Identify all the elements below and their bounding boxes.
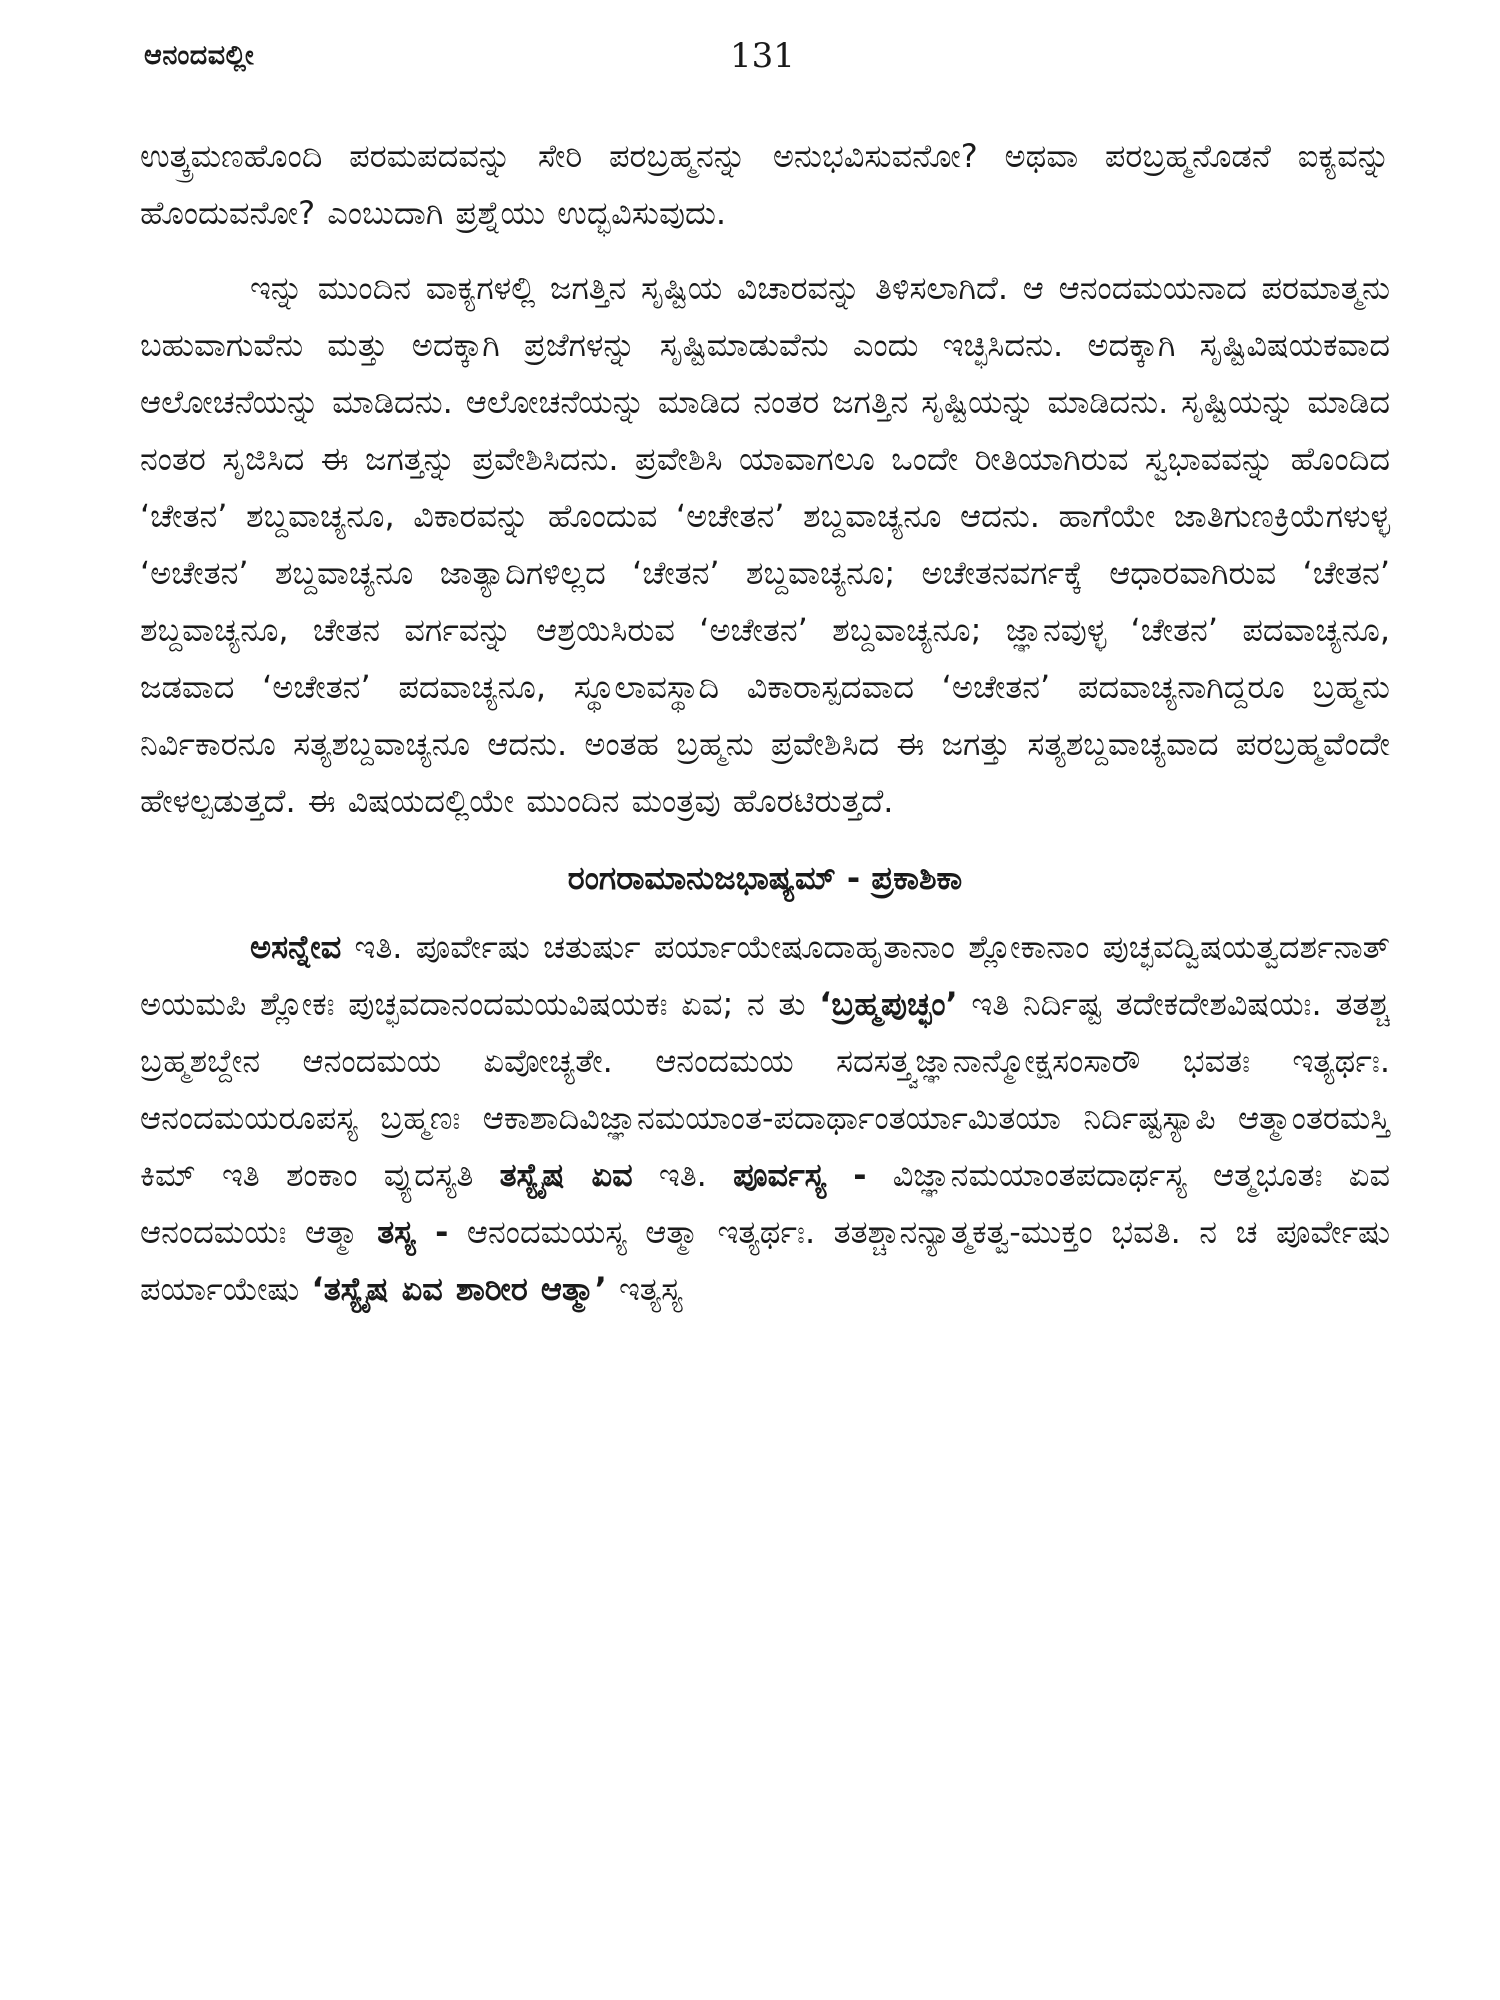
bold-term: ಪೂರ್ವಸ್ಯ - (733, 1156, 867, 1194)
paragraph-1: ಉತ್ಕ್ರಮಣಹೊಂದಿ ಪರಮಪದವನ್ನು ಸೇರಿ ಪರಬ್ರಹ್ಮನನ್ನು ಅನುಭವಿಸುವನೋ? ಅಥವಾ ಪರಬ್ರಹ್ಮನೊಡನೆ ಐಕ್ಯವನ್ನು ಹೊಂದುವನೋ? ಎಂಬುದಾಗಿ ಪ್ರಶ್ನೆಯು ಉದ್ಭವಿಸುವುದು. (140, 137, 1390, 232)
section-heading: ರಂಗರಾಮಾನುಜಭಾಷ್ಯಮ್ - ಪ್ರಕಾಶಿಕಾ (567, 859, 963, 897)
running-title: ಆನಂದವಲ್ಲೀ (144, 40, 255, 71)
bold-term: ‘ತಸ್ಯೈಷ ಏವ ಶಾರೀರ ಆತ್ಮಾ’ (311, 1270, 607, 1308)
bold-term: ಅಸನ್ನೇವ (250, 928, 342, 966)
text-run: ಇತಿ. ಪೂರ್ವೇಷು ಚತುರ್ಷು ಪರ್ಯಾಯೇಷೂದಾಹೃತಾನಾಂ ಶ್ಲೋಕಾನಾಂ ಪುಚ್ಛವದ್ವಿಷಯತ್ವದರ್ಶನಾತ್ ಅಯಮಪಿ ಶ್ಲೋಕಃ ಪುಚ್ಛವದಾನಂದಮಯವಿಷಯಕಃ ಏವ; ನ ತು (140, 928, 1390, 1023)
text-run: ಇತ್ಯಸ್ಯ (606, 1270, 683, 1308)
bold-term: ‘ಬ್ರಹ್ಮಪುಚ್ಛಂ’ (819, 985, 958, 1023)
page-number: 131 (730, 36, 795, 76)
bold-term: ತಸ್ಯ - (377, 1213, 449, 1251)
running-header (140, 28, 1390, 98)
text-run: ಇತಿ. (632, 1156, 734, 1194)
paragraph-3 (140, 919, 1390, 1318)
bold-term: ತಸ್ಯೈಷ ಏವ (499, 1156, 633, 1194)
text-run: ಇತಿ ನಿರ್ದಿಷ್ಟ ತದೇಕದೇಶವಿಷಯಃ. ತತಶ್ಚ ಬ್ರಹ್ಮಶಬ್ದೇನ ಆನಂದಮಯ ಏವೋಚ್ಯತೇ. ಆನಂದಮಯ ಸದಸತ್ತ್ವಜ್ಞಾನಾನ್ಮೋಕ್ಷಸಂಸಾರೌ ಭವತಃ ಇತ್ಯರ್ಥಃ. ಆನಂದಮಯರೂಪಸ್ಯ ಬ್ರಹ್ಮಣಃ ಆಕಾಶಾದಿವಿಜ್ಞಾನಮಯಾಂತ-ಪದಾರ್ಥಾಂತರ್ಯಾಮಿತಯಾ ನಿರ್ದಿಷ್ಟಸ್ಯಾಪಿ ಆತ್ಮಾಂತರಮಸ್ತಿ ಕಿಮ್ ಇತಿ ಶಂಕಾಂ ವ್ಯುದಸ್ಯತಿ (140, 985, 1390, 1194)
paragraph-2: ಇನ್ನು ಮುಂದಿನ ವಾಕ್ಯಗಳಲ್ಲಿ ಜಗತ್ತಿನ ಸೃಷ್ಟಿಯ ವಿಚಾರವನ್ನು ತಿಳಿಸಲಾಗಿದೆ. ಆ ಆನಂದಮಯನಾದ ಪರಮಾತ್ಮನು ಬಹುವಾಗುವೆನು ಮತ್ತು ಅದಕ್ಕಾಗಿ ಪ್ರಜೆಗಳನ್ನು ಸೃಷ್ಟಿಮಾಡುವೆನು ಎಂದು ಇಚ್ಛಿಸಿದನು. ಅದಕ್ಕಾಗಿ ಸೃಷ್ಟಿವಿಷಯಕವಾದ ಆಲೋಚನೆಯನ್ನು ಮಾಡಿದನು. ಆಲೋಚನೆಯನ್ನು ಮಾಡಿದ ನಂತರ ಜಗತ್ತಿನ ಸೃಷ್ಟಿಯನ್ನು ಮಾಡಿದನು. ಸೃಷ್ಟಿಯನ್ನು ಮಾಡಿದ ನಂತರ ಸೃಜಿಸಿದ ಈ ಜಗತ್ತನ್ನು ಪ್ರವೇಶಿಸಿದನು. ಪ್ರವೇಶಿಸಿ ಯಾವಾಗಲೂ ಒಂದೇ ರೀತಿಯಾಗಿರುವ ಸ್ವಭಾವವನ್ನು ಹೊಂದಿದ ‘ಚೇತನ’ ಶಬ್ದವಾಚ್ಯನೂ, ವಿಕಾರವನ್ನು ಹೊಂದುವ ‘ಅಚೇತನ’ ಶಬ್ದವಾಚ್ಯನೂ ಆದನು. ಹಾಗೆಯೇ ಜಾತಿಗುಣಕ್ರಿಯೆಗಳುಳ್ಳ ‘ಅಚೇತನ’ ಶಬ್ದವಾಚ್ಯನೂ ಜಾತ್ಯಾದಿಗಳಿಲ್ಲದ ‘ಚೇತನ’ ಶಬ್ದವಾಚ್ಯನೂ; ಅಚೇತನವರ್ಗಕ್ಕೆ ಆಧಾರವಾಗಿರುವ ‘ಚೇತನ’ ಶಬ್ದವಾಚ್ಯನೂ, ಚೇತನ ವರ್ಗವನ್ನು ಆಶ್ರಯಿಸಿರುವ ‘ಅಚೇತನ’ ಶಬ್ದವಾಚ್ಯನೂ; ಜ್ಞಾನವುಳ್ಳ ‘ಚೇತನ’ ಪದವಾಚ್ಯನೂ, ಜಡವಾದ ‘ಅಚೇತನ’ ಪದವಾಚ್ಯನೂ, ಸ್ಥೂಲಾವಸ್ಥಾದಿ ವಿಕಾರಾಸ್ಪದವಾದ ‘ಅಚೇತನ’ ಪದವಾಚ್ಯನಾಗಿದ್ದರೂ ಬ್ರಹ್ಮನು ನಿರ್ವಿಕಾರನೂ ಸತ್ಯಶಬ್ದವಾಚ್ಯನೂ ಆದನು. ಅಂತಹ ಬ್ರಹ್ಮನು ಪ್ರವೇಶಿಸಿದ ಈ ಜಗತ್ತು ಸತ್ಯಶಬ್ದವಾಚ್ಯವಾದ ಪರಬ್ರಹ್ಮವೆಂದೇ ಹೇಳಲ್ಪಡುತ್ತದೆ. ಈ ವಿಷಯದಲ್ಲಿಯೇ ಮುಂದಿನ ಮಂತ್ರವು ಹೊರಟಿರುತ್ತದೆ. (140, 269, 1390, 820)
text-run: ಆನಂದಮಯಸ್ಯ ಆತ್ಮಾ ಇತ್ಯರ್ಥಃ. ತತಶ್ಚಾನನ್ಯಾತ್ಮಕತ್ವ-ಮುಕ್ತಂ ಭವತಿ. ನ ಚ ಪೂರ್ವೇಷು ಪರ್ಯಾಯೇಷು (140, 1213, 1390, 1308)
book-page (140, 28, 1390, 1978)
text-run: ವಿಜ್ಞಾನಮಯಾಂತಪದಾರ್ಥಸ್ಯ ಆತ್ಮಭೂತಃ ಏವ ಆನಂದಮಯಃ ಆತ್ಮಾ (140, 1156, 1390, 1251)
